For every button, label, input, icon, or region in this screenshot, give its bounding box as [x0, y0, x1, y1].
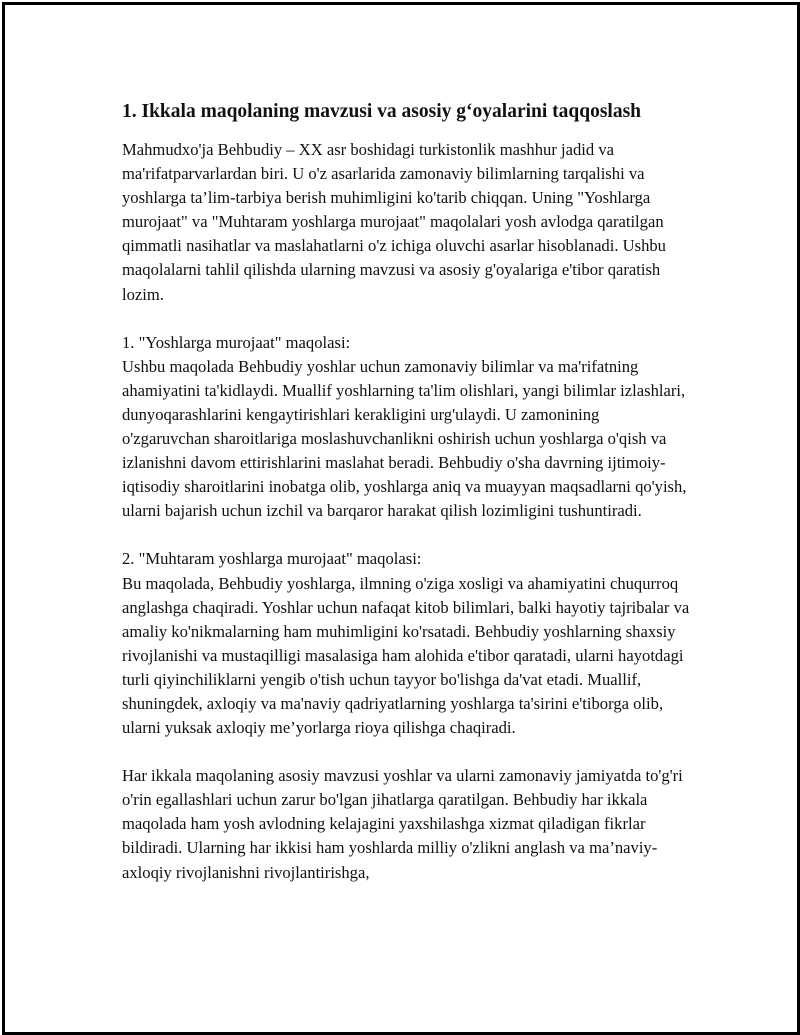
conclusion-paragraph: Har ikkala maqolaning asosiy mavzusi yoshlar va ularni zamonaviy jamiyatda to'g'ri o'rin egallashlari uchun zarur bo'lgan jihatlarga qaratilgan. Behbudiy har ikkala maqolada ham yosh avlodning kelajagini yaxshilashga xizmat qiladigan fikrlar bildiradi. Ularning har ikkisi ham yoshlarda milliy o'zlikni anglash va ma’naviy-axloqiy rivojlanishni rivojlantirishga,: [122, 766, 683, 882]
intro-paragraph: Mahmudxo'ja Behbudiy – XX asr boshidagi turkistonlik mashhur jadid va ma'rifatparvarlardan biri. U o'z asarlarida zamonaviy bilimlarning tarqalishi va yoshlarga ta’lim-tarbiya berish muhimligini ko'tarib chiqqan. Uning "Yoshlarga murojaat" va "Muhtaram yoshlarga murojaat" maqolalari yosh avlodga qaratilgan qimmatli nasihatlar va maslahatlarni o'z ichiga oluvchi asarlar hisoblanadi. Ushbu maqolalarni tahlil qilishda ularning mavzusi va asosiy g'oyalariga e'tibor qaratish lozim.: [122, 140, 666, 304]
section-2: [122, 547, 690, 740]
section-1: [122, 331, 690, 524]
section-1-body: Ushbu maqolada Behbudiy yoshlar uchun zamonaviy bilimlar va ma'rifatning ahamiyatini ta'kidlaydi. Muallif yoshlarning ta'lim olishlari, yangi bilimlar izlashlari, dunyoqarashlarini kengaytirishlari kerakligini urg'ulaydi. U zamonining o'zgaruvchan sharoitlariga moslashuvchanlikni oshirish uchun yoshlarga o'qish va izlanishni davom ettirishlarini maslahat beradi. Behbudiy o'sha davrning ijtimoiy-iqtisodiy sharoitlarini inobatga olib, yoshlarga aniq va muayyan maqsadlarni qo'yish, ularni bajarish uchun izchil va barqaror harakat qilish lozimligini tushuntiradi.: [122, 356, 687, 521]
document-content: [122, 98, 690, 909]
section-2-title: 2. "Muhtaram yoshlarga murojaat" maqolasi:: [122, 549, 422, 569]
page-title: 1. Ikkala maqolaning mavzusi va asosiy g‘oyalarini taqqoslash: [122, 101, 642, 122]
page-frame: [2, 2, 800, 1035]
section-2-body: Bu maqolada, Behbudiy yoshlarga, ilmning o'ziga xosligi va ahamiyatini chuqurroq anglashga chaqiradi. Yoshlar uchun nafaqat kitob bilimlari, balki hayotiy tajribalar va amaliy ko'nikmalarning ham muhimligini ko'rsatadi. Behbudiy yoshlarning shaxsiy rivojlanishi va mustaqilligi masalasiga ham alohida e'tibor qaratadi, ularni hayotdagi turli qiyinchiliklarni yengib o'tish uchun tayyor bo'lishga da'vat etadi. Muallif, shuningdek, axloqiy va ma'naviy qadriyatlarning yoshlarga ta'sirini e'tiborga olib, ularni yuksak axloqiy me’yorlarga rioya qilishga chaqiradi.: [122, 573, 690, 738]
section-1-title: 1. "Yoshlarga murojaat" maqolasi:: [122, 332, 351, 352]
